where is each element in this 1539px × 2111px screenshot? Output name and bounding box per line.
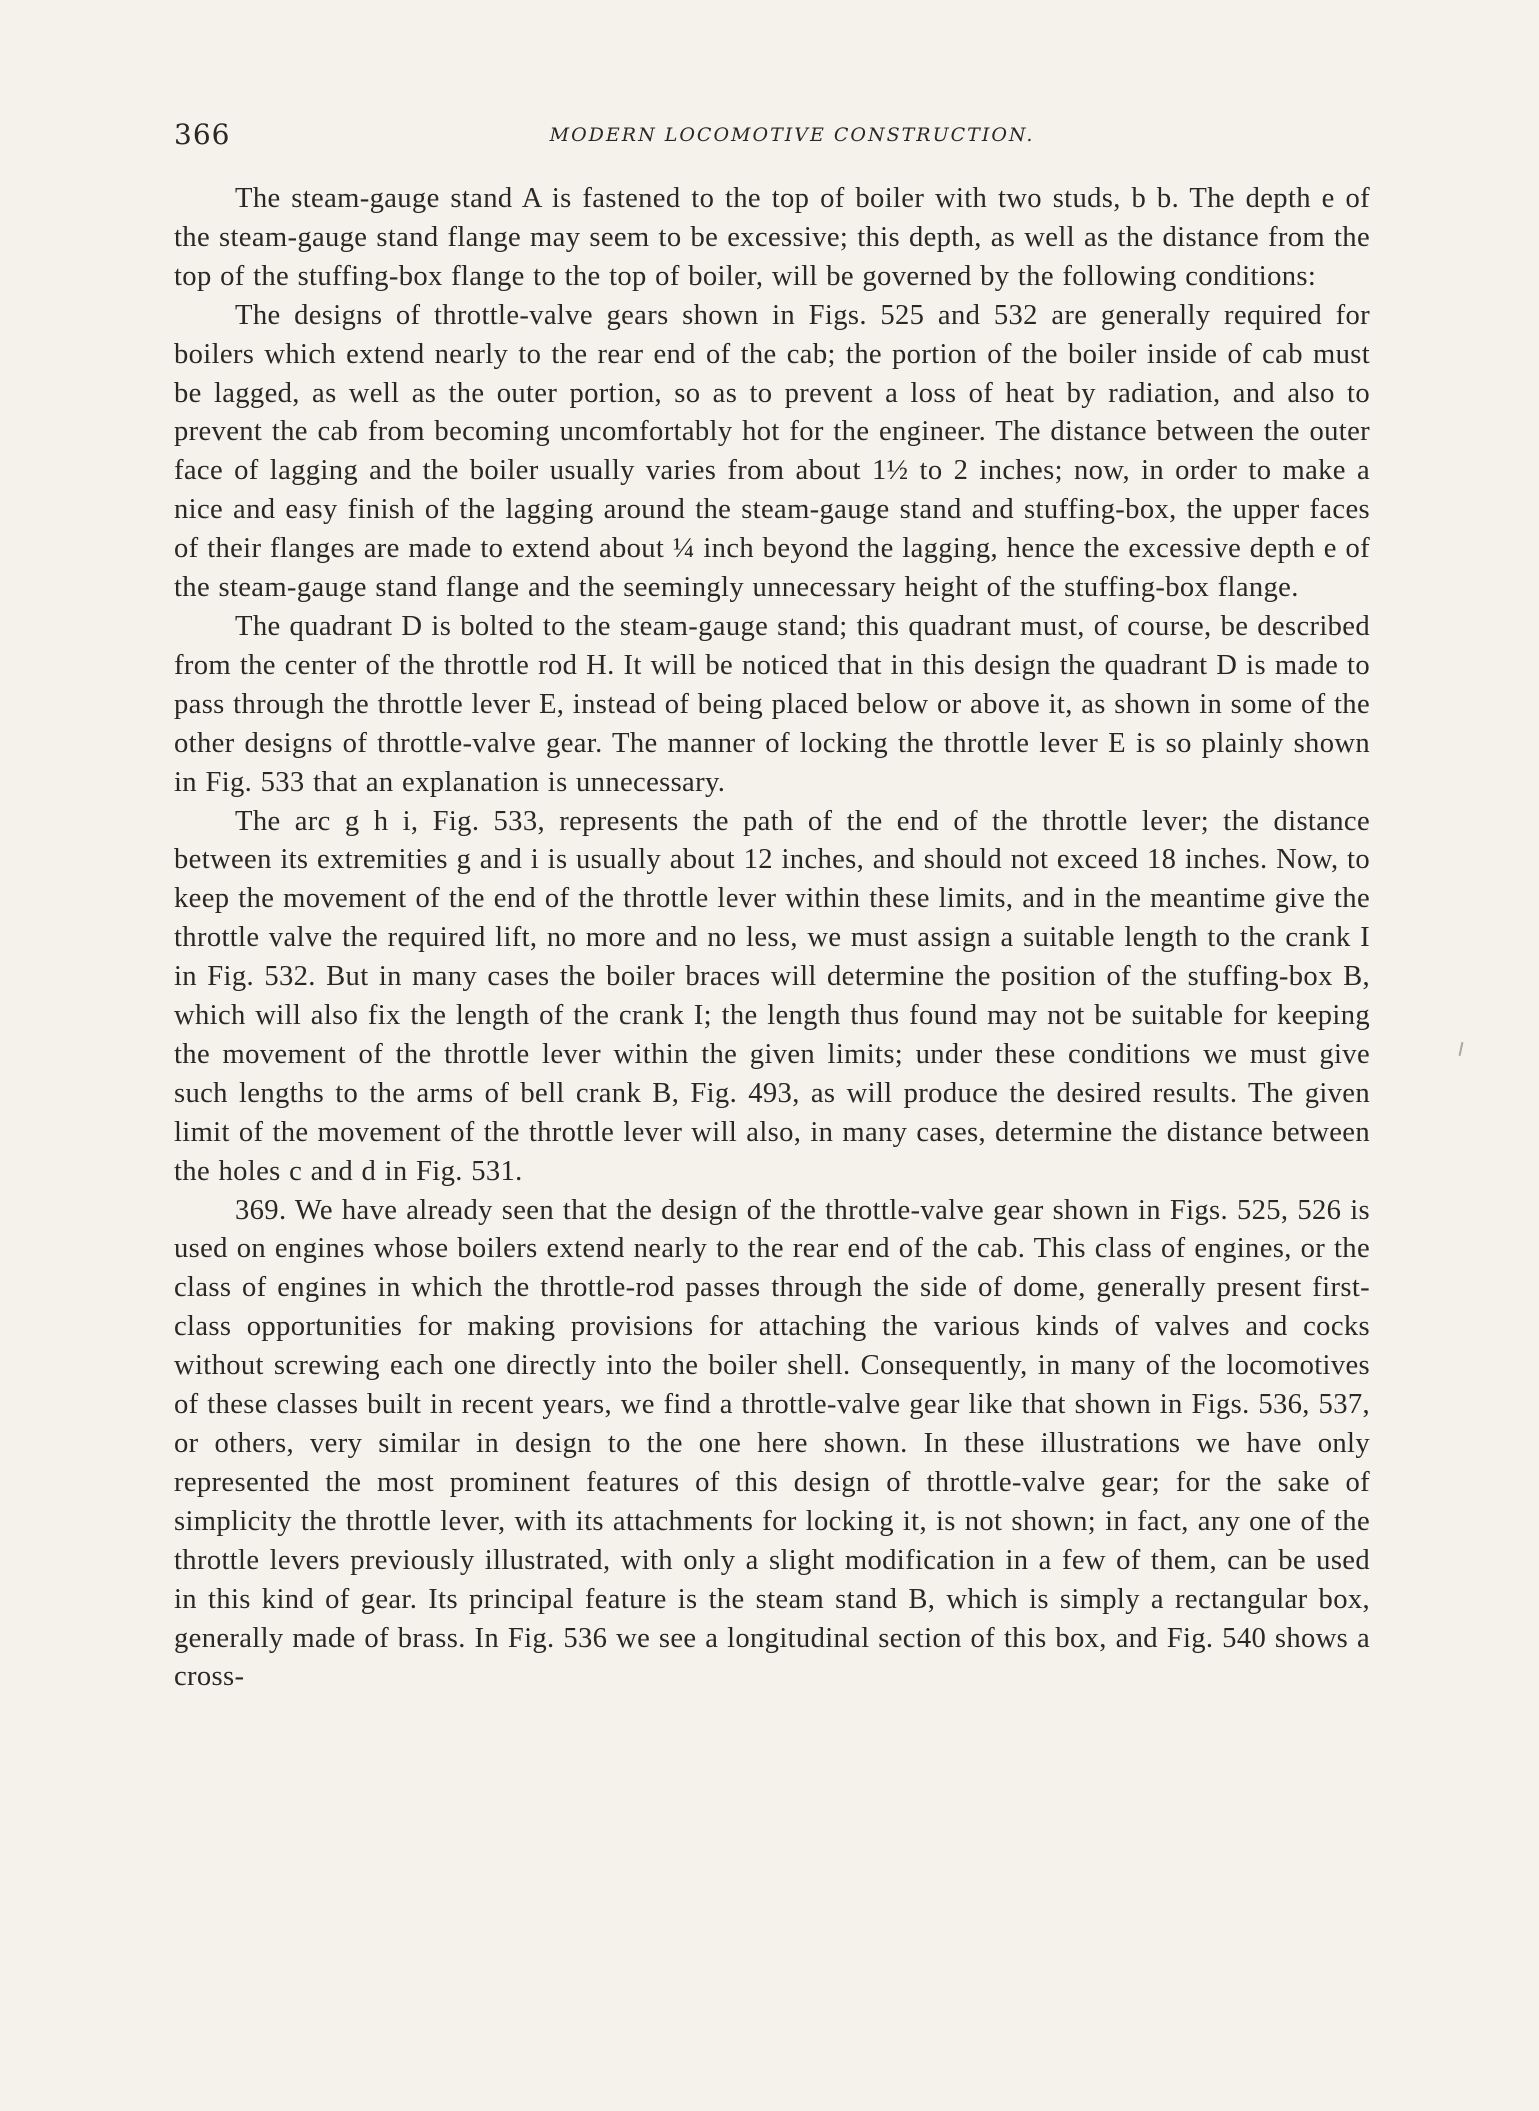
paragraph: The steam-gauge stand A is fastened to the top of boiler with two studs, b b. The depth e of the steam-gauge stand flange may seem to be excessive; this depth, as well as the distance from the top of the stuffing-box flange to the top of boiler, will be governed by the following conditions:	[174, 183, 1370, 292]
running-head: MODERN LOCOMOTIVE CONSTRUCTION.	[549, 124, 1035, 146]
paragraph: 369. We have already seen that the design of the throttle-valve gear shown in Figs. 525, 526 is used on engines whose boilers extend nearly to the rear end of the cab. This class of engines, or the class of engines in which the throttle-rod passes through the side of dome, generally present first-class opportunities for making provisions for attaching the various kinds of valves and cocks without screwing each one directly into the boiler shell. Consequently, in many of the locomotives of these classes built in recent years, we find a throttle-valve gear like that shown in Figs. 536, 537, or others, very similar in design to the one here shown. In these illustrations we have only represented the most prominent features of this design of throttle-valve gear; for the sake of simplicity the throttle lever, with its attachments for locking it, is not shown; in fact, any one of the throttle levers previously illustrated, with only a slight modification in a few of them, can be used in this kind of gear. Its principal feature is the steam stand B, which is simply a rectangular box, generally made of brass. In Fig. 536 we see a longitudinal section of this box, and Fig. 540 shows a cross-	[174, 1194, 1370, 1693]
page-number: 366	[174, 118, 231, 151]
margin-mark	[1459, 1042, 1464, 1056]
paragraph: The quadrant D is bolted to the steam-gauge stand; this quadrant must, of course, be described from the center of the throttle rod H. It will be noticed that in this design the quadrant D is made to pass through the throttle lever E, instead of being placed below or above it, as shown in some of the other designs of throttle-valve gear. The manner of locking the throttle lever E is so plainly shown in Fig. 533 that an explanation is unnecessary.	[174, 610, 1370, 798]
body-text	[174, 180, 1370, 1697]
page-header	[174, 118, 1370, 158]
paragraph: The arc g h i, Fig. 533, represents the path of the end of the throttle lever; the distance between its extremities g and i is usually about 12 inches, and should not exceed 18 inches. Now, to keep the movement of the end of the throttle lever within these limits, and in the meantime give the throttle valve the required lift, no more and no less, we must assign a suitable length to the crank I in Fig. 532. But in many cases the boiler braces will determine the position of the stuffing-box B, which will also fix the length of the crank I; the length thus found may not be suitable for keeping the movement of the throttle lever within the given limits; under these conditions we must give such lengths to the arms of bell crank B, Fig. 493, as will produce the desired results. The given limit of the movement of the throttle lever will also, in many cases, determine the distance between the holes c and d in Fig. 531.	[174, 805, 1370, 1187]
paragraph: The designs of throttle-valve gears shown in Figs. 525 and 532 are generally required for boilers which extend nearly to the rear end of the cab; the portion of the boiler inside of cab must be lagged, as well as the outer portion, so as to prevent a loss of heat by radiation, and also to prevent the cab from becoming uncomfortably hot for the engineer. The distance between the outer face of lagging and the boiler usually varies from about 1½ to 2 inches; now, in order to make a nice and easy finish of the lagging around the steam-gauge stand and stuffing-box, the upper faces of their flanges are made to extend about ¼ inch beyond the lagging, hence the excessive depth e of the steam-gauge stand flange and the seemingly unnecessary height of the stuffing-box flange.	[174, 299, 1370, 604]
